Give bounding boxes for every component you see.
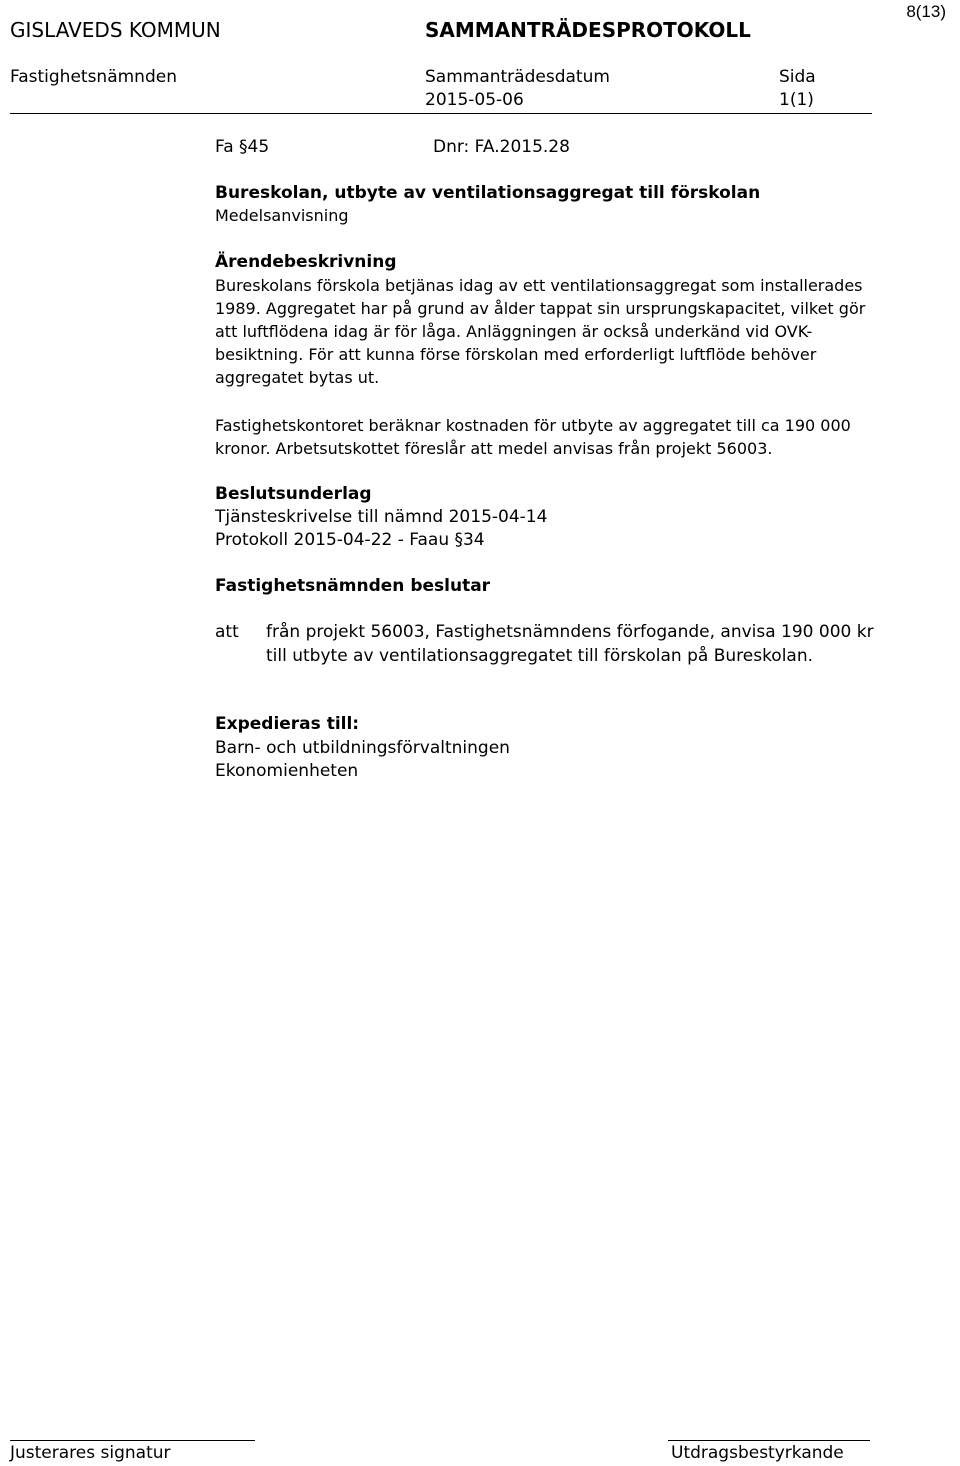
meeting-date-label: Sammanträdesdatum [425, 67, 610, 87]
basis-heading: Beslutsunderlag [215, 484, 372, 504]
footer-rule-left [10, 1440, 255, 1441]
signature-label: Justerares signatur [10, 1443, 171, 1463]
header-rule [10, 113, 872, 114]
case-title: Bureskolan, utbyte av ventilationsaggregat till förskolan [215, 183, 761, 203]
case-dnr: Dnr: FA.2015.28 [433, 137, 570, 157]
decision-line: till utbyte av ventilationsaggregatet till förskolan på Bureskolan. [266, 646, 814, 666]
committee-name: Fastighetsnämnden [10, 67, 177, 87]
decision-heading: Fastighetsnämnden beslutar [215, 576, 491, 596]
dispatch-item: Ekonomienheten [215, 761, 359, 781]
text-line: besiktning. För att kunna förse förskolan med erforderligt luftflöde behöver [215, 345, 817, 364]
footer-rule-right [668, 1440, 870, 1441]
dispatch-item: Barn- och utbildningsförvaltningen [215, 738, 510, 758]
decision-line: från projekt 56003, Fastighetsnämndens förfogande, anvisa 190 000 kr [266, 622, 874, 642]
case-paragraph: Fa §45 [215, 137, 270, 157]
text-line: aggregatet bytas ut. [215, 368, 380, 387]
page-count: 1(1) [779, 90, 814, 110]
decision-marker: att [215, 622, 239, 642]
case-subtitle: Medelsanvisning [215, 206, 349, 225]
meeting-date: 2015-05-06 [425, 90, 524, 110]
basis-item: Tjänsteskrivelse till nämnd 2015-04-14 [215, 507, 548, 527]
page-number: 8(13) [906, 2, 946, 21]
municipality-name: GISLAVEDS KOMMUN [10, 18, 221, 42]
dispatch-heading: Expedieras till: [215, 714, 360, 734]
text-line: att luftflödena idag är för låga. Anläggningen är också underkänd vid OVK- [215, 322, 813, 341]
description-paragraph-1 [215, 274, 875, 389]
text-line: Fastighetskontoret beräknar kostnaden för utbyte av aggregatet till ca 190 000 [215, 416, 851, 435]
document-type: SAMMANTRÄDESPROTOKOLL [425, 18, 751, 42]
text-line: kronor. Arbetsutskottet föreslår att medel anvisas från projekt 56003. [215, 439, 773, 458]
page-label: Sida [779, 67, 816, 87]
basis-item: Protokoll 2015-04-22 - Faau §34 [215, 530, 485, 550]
description-heading: Ärendebeskrivning [215, 252, 397, 272]
text-line: 1989. Aggregatet har på grund av ålder tappat sin ursprungskapacitet, vilket gör [215, 299, 866, 318]
text-line: Bureskolans förskola betjänas idag av ett ventilationsaggregat som installerades [215, 276, 863, 295]
certified-extract-label: Utdragsbestyrkande [671, 1443, 844, 1463]
description-paragraph-2 [215, 414, 875, 460]
